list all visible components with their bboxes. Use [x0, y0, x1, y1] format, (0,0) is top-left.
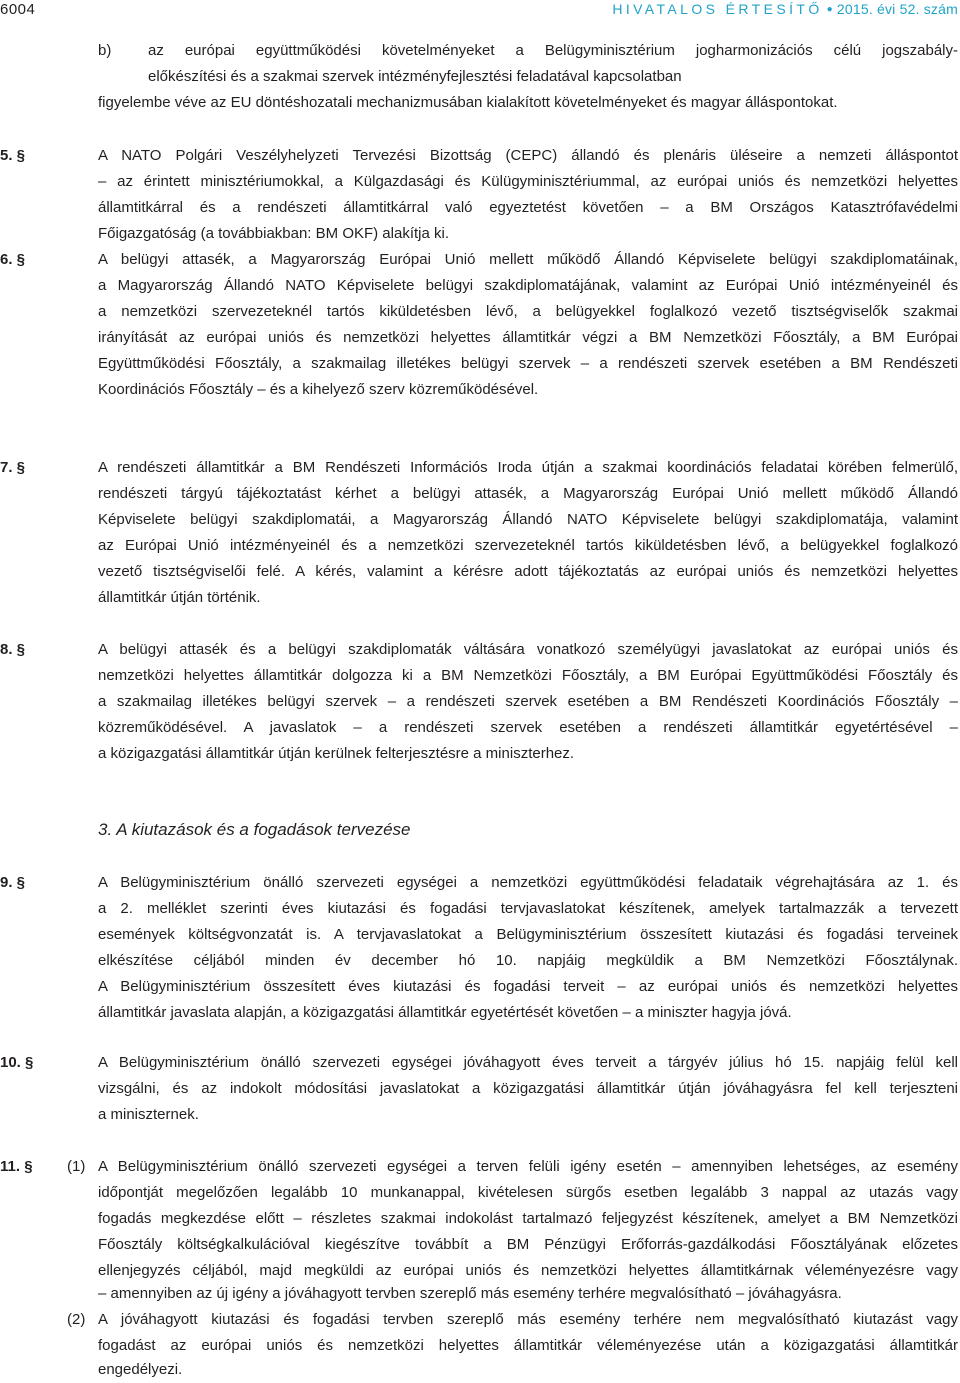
- paragraph-line: engedélyezi.: [98, 1361, 183, 1378]
- section-number: 7. §: [0, 459, 26, 476]
- paragraph-line: fogadás megkezdése előtt – részletes szakmai indokolást tartalmazó feljegyzést készítenek, amelyet a BM Nemzetközi: [98, 1210, 958, 1227]
- paragraph-line: államtitkárral és a rendészeti államtitkárral való egyeztetést követően – a BM Országos Katasztrófavédelmi: [98, 199, 958, 216]
- item-b-line: figyelembe véve az EU döntéshozatali mechanizmusában kialakított követelményeket és magyar álláspontokat.: [98, 94, 838, 111]
- paragraph-line: nemzetközi helyettes államtitkár dolgozza ki a BM Nemzetközi Főosztály, a BM Európai Együttműködési Főosztály és: [98, 667, 958, 684]
- item-b-line: előkészítési és a szakmai szervek intézményfejlesztési feladatával kapcsolatban: [148, 68, 682, 85]
- paragraph-line: államtitkár javaslata alapján, a közigazgatási államtitkár egyetértését követően – a miniszter hagyja jóvá.: [98, 1004, 792, 1021]
- subsection-label: (2): [67, 1311, 86, 1328]
- paragraph-line: közreműködésével. A javaslatok – a rendészeti szervek esetében a rendészeti államtitkár egyetértésével –: [98, 719, 958, 736]
- paragraph-line: vezető tisztségviselői felé. A kérés, valamint a kérésre adott tájékoztatás az európai uniós és nemzetközi helyettes: [98, 563, 958, 580]
- paragraph-line: irányítását az európai uniós és nemzetközi helyettes államtitkár végzi a BM Nemzetközi Főosztály, a BM Európai: [98, 329, 958, 346]
- paragraph-line: a Magyarország Állandó NATO Képviselete belügyi szakdiplomatájának, valamint az Európai Unió intézményeinél és: [98, 277, 958, 294]
- paragraph-line: Képviselete belügyi szakdiplomatái, a Magyarország Állandó NATO Képviselete belügyi szakdiplomatája, valamint: [98, 511, 958, 528]
- section-number: 10. §: [0, 1054, 34, 1071]
- paragraph-line: Koordinációs Főosztály – és a kihelyező szerv közreműködésével.: [98, 381, 539, 398]
- section-number: 9. §: [0, 874, 26, 891]
- paragraph-line: Főigazgatóság (a továbbiakban: BM OKF) alakítja ki.: [98, 225, 450, 242]
- page-number: 6004: [0, 1, 36, 18]
- paragraph-line: rendészeti tárgyú tájékoztatást kérhet a belügyi attasék, a Magyarország Európai Unió mellett működő Állandó: [98, 485, 958, 502]
- page-header: [0, 0, 960, 22]
- paragraph-line: események költségvonzatát is. A tervjavaslatokat a Belügyminisztérium összesített kiutazási és fogadási terveinek: [98, 926, 958, 943]
- item-b-line: az európai együttműködési követelményeket a Belügyminisztérium jogharmonizációs célú jogszabály-: [148, 42, 958, 59]
- paragraph-line: a 2. melléklet szerinti éves kiutazási és fogadási tervjavaslatokat készítenek, amelyek tartalmazzák a tervezett: [98, 900, 958, 917]
- paragraph-line: A NATO Polgári Veszélyhelyzeti Tervezési Bizottság (CEPC) állandó és plenáris üléseire a nemzeti álláspontot: [98, 147, 958, 164]
- paragraph-line: időpontját megelőzően legalább 10 munkanappal, kivételesen sürgős esetben legalább 3 nappal az utazás vagy: [98, 1184, 958, 1201]
- paragraph-line: a miniszternek.: [98, 1106, 199, 1123]
- paragraph-line: Főosztály költségkalkulációval kiegészítve továbbít a BM Pénzügyi Erőforrás-gazdálkodási Főosztályának előzetes: [98, 1236, 958, 1253]
- section-number: 8. §: [0, 641, 26, 658]
- paragraph-line: fogadást az európai uniós és nemzetközi helyettes államtitkár véleményezése után a közigazgatási államtitkár: [98, 1337, 958, 1354]
- section-number: 6. §: [0, 251, 26, 268]
- paragraph-line: A Belügyminisztérium önálló szervezeti egységei a terven felüli igény esetén – amennyiben lehetséges, az esemény: [98, 1158, 958, 1175]
- journal-title: [612, 1, 958, 17]
- separator-dot: ●: [826, 4, 833, 15]
- journal-name: HIVATALOS ÉRTESÍTŐ: [612, 1, 823, 17]
- paragraph-line: A Belügyminisztérium összesített éves kiutazási és fogadási terveit – az európai uniós és nemzetközi helyettes: [98, 978, 958, 995]
- paragraph-line: vizsgálni, és az indokolt módosítási javaslatokat a közigazgatási államtitkár útján jóváhagyásra fel kell terjeszteni: [98, 1080, 958, 1097]
- paragraph-line: – az érintett minisztériumokkal, a Külgazdasági és Külügyminisztériummal, az európai uniós és nemzetközi helyettes: [98, 173, 958, 190]
- paragraph-line: A belügyi attasék és a belügyi szakdiplomaták váltására vonatkozó személyügyi javaslatokat az európai uniós és: [98, 641, 958, 658]
- paragraph-line: – amennyiben az új igény a jóváhagyott tervben szereplő más esemény terhére megvalósítható – jóváhagyásra.: [98, 1285, 842, 1302]
- paragraph-line: A belügyi attasék, a Magyarország Európai Unió mellett működő Állandó Képviselete belügyi szakdiplomatáinak,: [98, 251, 958, 268]
- subsection-label: (1): [67, 1158, 86, 1175]
- section-number: 5. §: [0, 147, 26, 164]
- paragraph-line: államtitkár útján történik.: [98, 589, 261, 606]
- issue-number: 2015. évi 52. szám: [836, 1, 958, 17]
- chapter-heading: 3. A kiutazások és a fogadások tervezése: [98, 820, 411, 839]
- paragraph-line: A rendészeti államtitkár a BM Rendészeti Információs Iroda útján a szakmai koordinációs feladatai körében felmerülő,: [98, 459, 958, 476]
- section-number: 11. §: [0, 1158, 33, 1175]
- paragraph-line: A Belügyminisztérium önálló szervezeti egységei jóváhagyott éves terveit a tárgyév július hó 15. napjáig felül kell: [98, 1054, 958, 1071]
- paragraph-line: A Belügyminisztérium önálló szervezeti egységei a nemzetközi együttműködési feladataik végrehajtására az 1. és: [98, 874, 958, 891]
- paragraph-line: Együttműködési Főosztály, a szakmailag illetékes belügyi szervek – a rendészeti szervek esetében a BM Rendészeti: [98, 355, 958, 372]
- paragraph-line: a közigazgatási államtitkár útján kerülnek felterjesztésre a miniszterhez.: [98, 745, 575, 762]
- item-label: b): [98, 42, 112, 59]
- paragraph-line: a nemzetközi szervezeteknél tartós kiküldetésben lévő, a belügyekkel foglalkozó vezető tisztségviselők szakmai: [98, 303, 958, 320]
- paragraph-line: elkészítése céljából minden év december hó 10. napjáig megküldik a BM Nemzetközi Főosztálynak.: [98, 952, 958, 969]
- paragraph-line: A jóváhagyott kiutazási és fogadási tervben szereplő más esemény terhére nem megvalósítható kiutazást vagy: [98, 1311, 958, 1328]
- paragraph-line: az Európai Unió intézményeinél és a nemzetközi szervezeteknél tartós kiküldetésben lévő, a belügyekkel foglalkozó: [98, 537, 958, 554]
- paragraph-line: a szakmailag illetékes belügyi szervek – a rendészeti szervek esetében a BM Rendészeti Koordinációs Főosztály –: [98, 693, 958, 710]
- paragraph-line: ellenjegyzés céljából, majd megküldi az európai uniós és nemzetközi helyettes államtitkárnak véleményezésre vagy: [98, 1262, 958, 1279]
